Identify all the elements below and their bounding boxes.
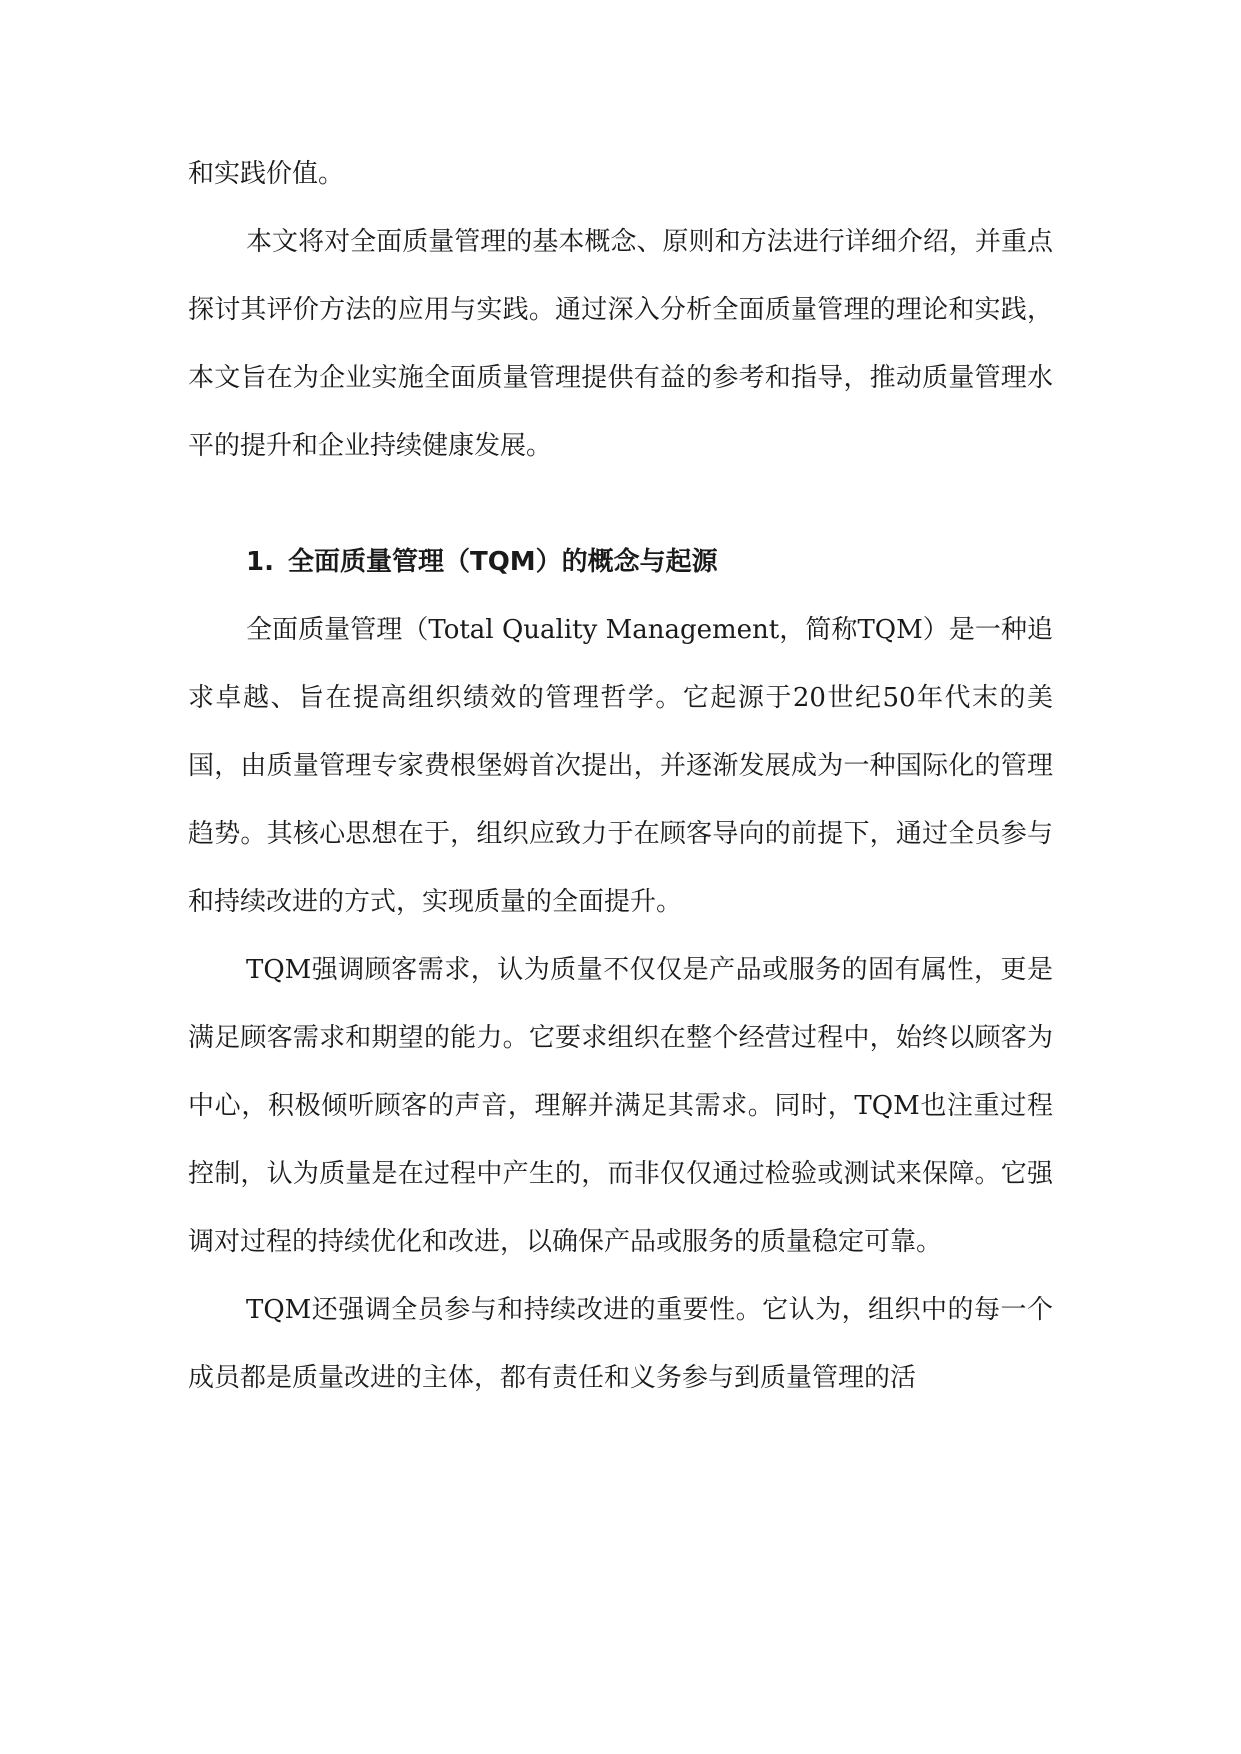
- section-title: 全面质量管理（TQM）的概念与起源: [287, 547, 718, 577]
- paragraph-tqm-customer-focus: TQM强调顾客需求，认为质量不仅仅是产品或服务的固有属性，更是满足顾客需求和期望的能力。它要求组织在整个经营过程中，始终以顾客为中心，积极倾听顾客的声音，理解并满足其需求。同时，TQM也注重过程控制，认为质量是在过程中产生的，而非仅仅通过检验或测试来保障。它强调对过程的持续优化和改进，以确保产品或服务的质量稳定可靠。: [188, 955, 1053, 1257]
- paragraph-tqm-participation: TQM还强调全员参与和持续改进的重要性。它认为，组织中的每一个成员都是质量改进的主体，都有责任和义务参与到质量管理的活: [188, 1295, 1053, 1393]
- paragraph-continuation: 和实践价值。: [188, 159, 345, 189]
- section-heading: [188, 528, 1053, 596]
- paragraph-tqm-definition: 全面质量管理（Total Quality Management，简称TQM）是一种追求卓越、旨在提高组织绩效的管理哲学。它起源于20世纪50年代末的美国，由质量管理专家费根堡姆首次提出，并逐渐发展成为一种国际化的管理趋势。其核心思想在于，组织应致力于在顾客导向的前提下，通过全员参与和持续改进的方式，实现质量的全面提升。: [188, 615, 1053, 917]
- section-number: 1.: [246, 547, 274, 577]
- paragraph-intro-purpose: 本文将对全面质量管理的基本概念、原则和方法进行详细介绍，并重点探讨其评价方法的应用与实践。通过深入分析全面质量管理的理论和实践，本文旨在为企业实施全面质量管理提供有益的参考和指导，推动质量管理水平的提升和企业持续健康发展。: [188, 227, 1053, 461]
- document-body: [188, 140, 1053, 1412]
